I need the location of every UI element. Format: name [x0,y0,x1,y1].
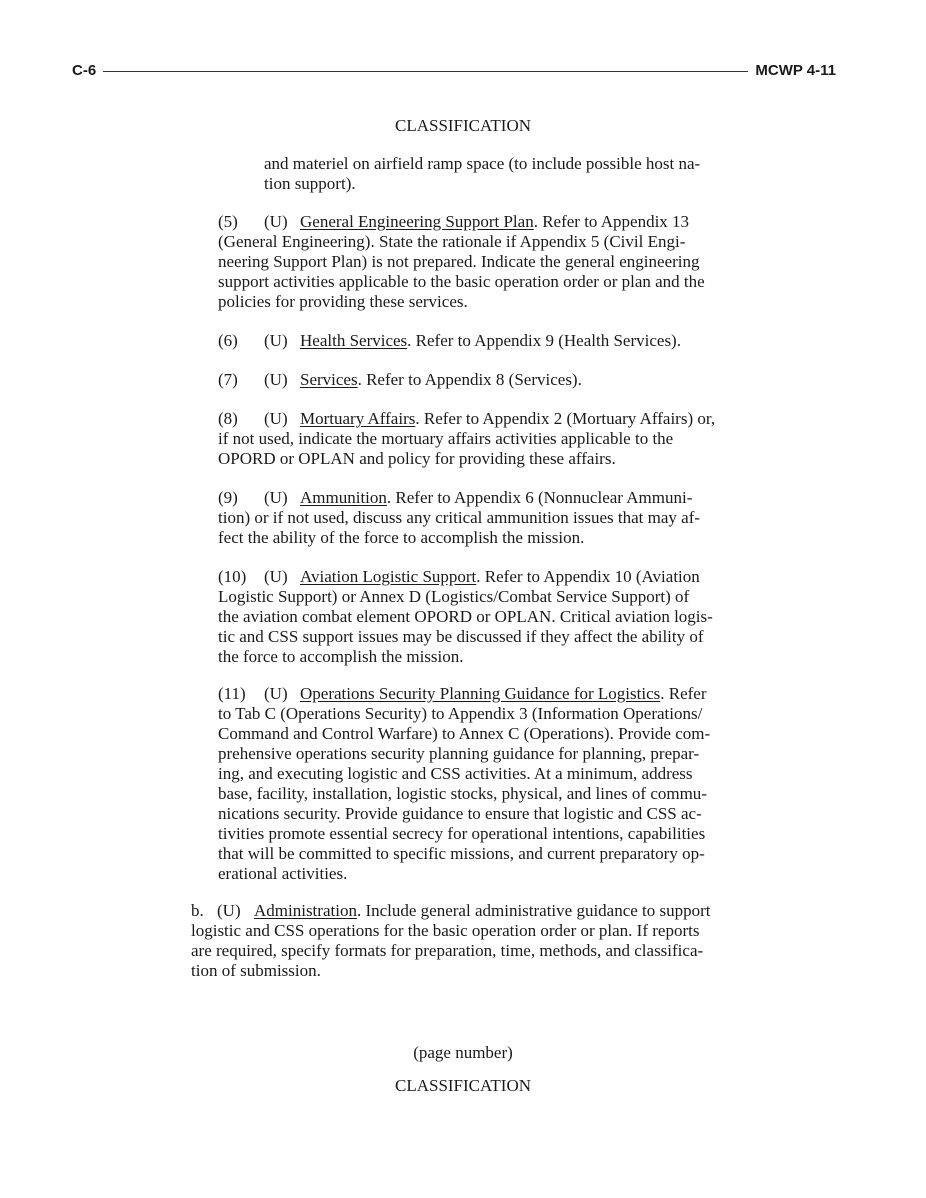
classification-bottom: CLASSIFICATION [394,1076,532,1095]
para-title: Ammunition [300,488,387,507]
para-9: (9) (U) Ammunition. Refer to Appendix 6 (Nonnuclear Ammuni- tion) or if not used, discuss any critical ammunition issues that may af- fect the ability of the force to accomplish the mission. [218,488,701,547]
para-title: Mortuary Affairs [300,409,416,428]
para-8: (8) (U) Mortuary Affairs. Refer to Appendix 2 (Mortuary Affairs) or, if not used, indicate the mortuary affairs activities applicable to the OPORD or OPLAN and policy for providing these affairs. [218,409,716,468]
para-7: (7) (U) Services. Refer to Appendix 8 (Services). [218,370,582,389]
para-10: (10) (U) Aviation Logistic Support. Refer to Appendix 10 (Aviation Logistic Support) or Annex D (Logistics/Combat Service Support) of the aviation combat element OPORD or OPLAN. Critical aviation logis- tic and CSS support issues may be discussed if they affect the ability of the force to accomplish the mission. [218,567,713,666]
header-rule [103,71,748,72]
page-number-placeholder: (page number) [413,1043,513,1062]
para-6: (6) (U) Health Services. Refer to Appendix 9 (Health Services). [218,331,681,350]
continuation-text: and materiel on airfield ramp space (to include possible host na- tion support). [264,154,701,193]
para-b: b. (U) Administration. Include general administrative guidance to support logistic and CSS operations for the basic operation order or plan. If reports are required, specify formats for preparation, time, methods, and classifica- tion of submission. [191,901,711,980]
para-title: Operations Security Planning Guidance for Logistics [300,684,661,703]
header-page-ref: C-6 [72,61,97,79]
header-doc-id: MCWP 4-11 [755,61,836,79]
para-title: Services [300,370,358,389]
para-title: Administration [254,901,357,920]
para-11: (11) (U) Operations Security Planning Guidance for Logistics. Refer to Tab C (Operations Security) to Appendix 3 (Information Operations/ Command and Control Warfare) to Annex C (Operations). Provide com- prehensive operations security planning guidance for planning, prepar- ing, and executing logistic and CSS activities. At a minimum, address base, facility, installation, logistic stocks, physical, and lines of commu- nications security. Provide guidance to ensure that logistic and CSS ac- tivities promote essential secrecy for operational intentions, capabilities that will be committed to specific missions, and current preparatory op- erational activities. [218,684,711,883]
para-title: Aviation Logistic Support [300,567,477,586]
page-header [72,60,836,80]
classification-top: CLASSIFICATION [394,116,532,135]
para-title: Health Services [300,331,408,350]
para-title: General Engineering Support Plan [300,212,534,231]
para-5: (5) (U) General Engineering Support Plan. Refer to Appendix 13 (General Engineering). State the rationale if Appendix 5 (Civil Engi- neering Support Plan) is not prepared. Indicate the general engineering support activities applicable to the basic operation order or plan and the policies for providing these services. [218,212,705,311]
